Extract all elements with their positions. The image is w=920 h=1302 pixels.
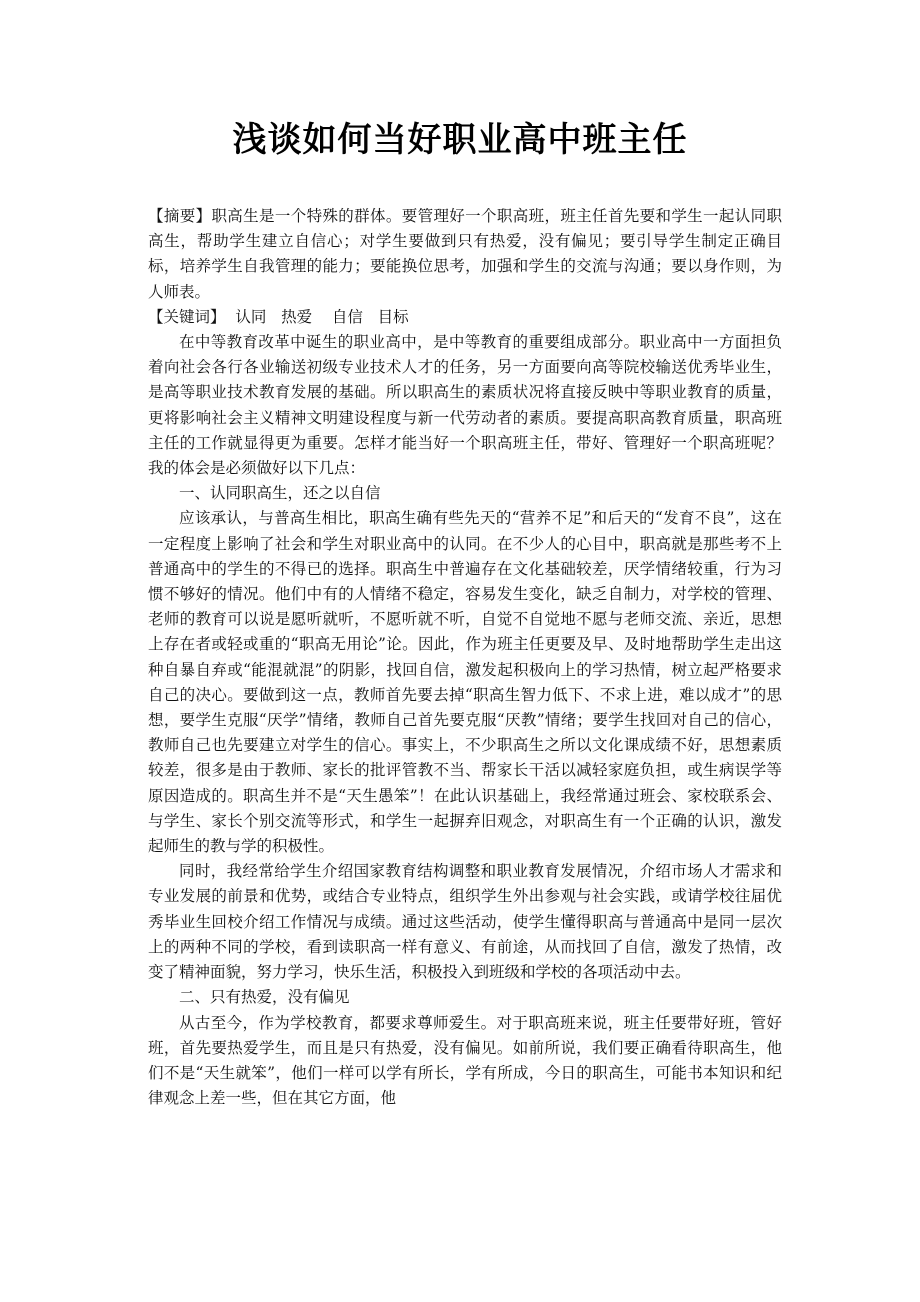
keywords-label: 【关键词】	[148, 307, 226, 326]
abstract-paragraph	[148, 204, 782, 305]
abstract-text: 职高生是一个特殊的群体。要管理好一个职高班，班主任首先要和学生一起认同职高生，帮助学生建立自信心；对学生要做到只有热爱，没有偏见；要引导学生制定正确目标，培养学生自我管理的能力；要能换位思考，加强和学生的交流与沟通；要以身作则，为人师表。	[148, 207, 782, 301]
abstract-label: 【摘要】	[148, 207, 212, 225]
paragraph-section1-b: 同时，我经常给学生介绍国家教育结构调整和职业教育发展情况，介绍市场人才需求和专业发展的前景和优势，或结合专业特点，组织学生外出参观与社会实践，或请学校往届优秀毕业生回校介绍工作情况与成绩。通过这些活动，使学生懂得职高与普通高中是同一层次上的两种不同的学校，看到读职高一样有意义、有前途，从而找回了自信，激发了热情，改变了精神面貌，努力学习，快乐生活，积极投入到班级和学校的各项活动中去。	[148, 862, 782, 982]
document-title: 浅谈如何当好职业高中班主任	[232, 120, 688, 160]
document-body	[148, 204, 782, 1111]
paragraph-section1-a: 应该承认，与普高生相比，职高生确有些先天的“营养不足”和后天的“发育不良”，这在一定程度上影响了社会和学生对职业高中的认同。在不少人的心目中，职高就是那些考不上普通高中的学生的不得已的选择。职高生中普遍存在文化基础较差，厌学情绪较重，行为习惯不够好的情况。他们中有的人情绪不稳定，容易发生变化，缺乏自制力，对学校的管理、老师的教育可以说是愿听就听，不愿听就不听，自觉不自觉地不愿与老师交流、亲近，思想上存在者或轻或重的“职高无用论”论。因此，作为班主任更要及早、及时地帮助学生走出这种自暴自弃或“能混就混”的阴影，找回自信，激发起积极向上的学习热情，树立起严格要求自己的决心。要做到这一点，教师首先要去掉“职高生智力低下、不求上进，难以成才”的思想，要学生克服“厌学”情绪，教师自己首先要克服“厌教”情绪；要学生找回对自己的信心，教师自己也先要建立对学生的信心。事实上，不少职高生之所以文化课成绩不好，思想素质较差，很多是由于教师、家长的批评管教不当、帮家长干活以减轻家庭负担，或生病误学等原因造成的。职高生并不是“天生愚笨”！在此认识基础上，我经常通过班会、家校联系会、与学生、家长个别交流等形式，和学生一起摒弃旧观念，对职高生有一个正确的认识，激发起师生的教与学的积极性。	[148, 509, 782, 856]
section-heading-2: 二、只有热爱，没有偏见	[179, 988, 350, 1007]
paragraph-intro: 在中等教育改革中诞生的职业高中，是中等教育的重要组成部分。职业高中一方面担负着向社会各行各业输送初级专业技术人才的任务，另一方面要向高等院校输送优秀毕业生，是高等职业技术教育发展的基础。所以职高生的素质状况将直接反映中等职业教育的质量，更将影响社会主义精神文明建设程度与新一代劳动者的素质。要提高职高教育质量，职高班主任的工作就显得更为重要。怎样才能当好一个职高班主任，带好、管理好一个职高班呢？我的体会是必须做好以下几点：	[148, 333, 782, 478]
section-heading-1: 一、认同职高生，还之以自信	[179, 484, 381, 503]
keywords-text: 认同 热爱 自信 目标	[225, 307, 409, 326]
paragraph-section2-a: 从古至今，作为学校教育，都要求尊师爱生。对于职高班来说，班主任要带好班，管好班，首先要热爱学生，而且是只有热爱，没有偏见。如前所说，我们要正确看待职高生，他们不是“天生就笨”，他们一样可以学有所长，学有所成，今日的职高生，可能书本知识和纪律观念上差一些，但在其它方面，他	[148, 1013, 782, 1108]
keywords-line	[148, 305, 782, 330]
